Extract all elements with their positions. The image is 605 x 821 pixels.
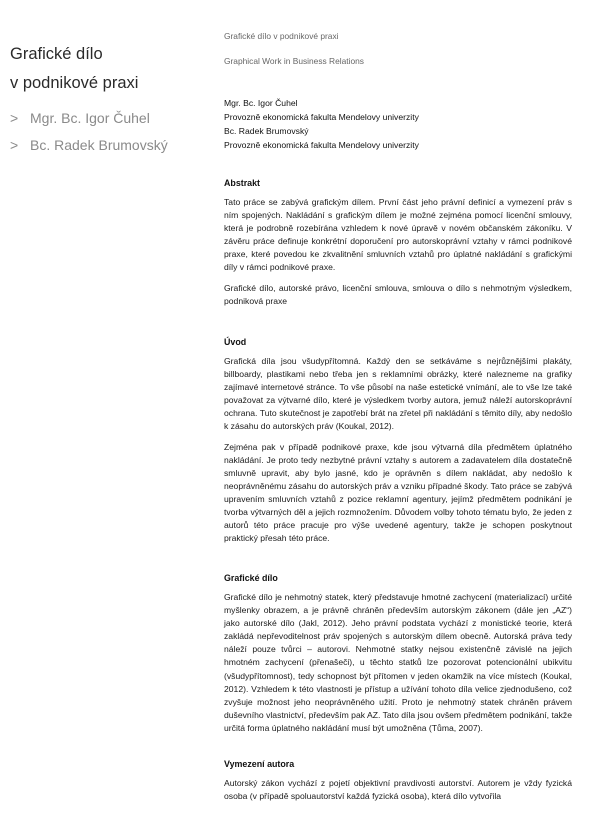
author-line: Provozně ekonomická fakulta Mendelovy univerzity [224,112,419,122]
intro-section [224,336,572,552]
chevron-right-icon: > [10,110,19,126]
header-title-cz: Grafické dílo v podnikové praxi [224,31,339,41]
chevron-right-icon: > [10,137,19,153]
intro-paragraph-1: Grafická díla jsou všudypřítomná. Každý den se setkáváme s nejrůznějšími plakáty, billboardy, plastikami nebo třeba jen s reklamními obrázky, které nalezneme na grafiky zajímavé internetové stránce. To vše působí na naše estetické vnímání, ale to vše lze také považovat za výtvarné dílo, které je výsledkem tvorby autora, jemuž náleží autorskoprávní ochrana. Tuto skutečnost je zapotřebí brát na zřetel při nakládání s těmito díly, aby nedošlo k zásahu do autorských práv (Koukal, 2012). [224,356,572,432]
sidebar-title-line-1: Grafické dílo [10,45,103,63]
author-list [224,96,419,152]
abstract-text: Tato práce se zabývá grafickým dílem. První část jeho právní definicí a vymezení práv s ním spojených. Nakládání s grafickým dílem je možné zejména pomocí licenční smlouvy, která je podrobně rozebírána vzhledem k nové úpravě v novém občanském zákoníku. V závěru práce definuje konkrétní doporučení pro autorskoprávní vztahy v rámci podnikové praxe, které povedou ke zkvalitnění smluvních vztahů pro úplatné nakládání s grafickými díly v rámci podnikové praxe. [224,197,572,273]
sidebar-author-name: Mgr. Bc. Igor Čuhel [30,110,150,126]
graphic-work-heading: Grafické dílo [224,573,278,583]
graphic-work-text: Grafické dílo je nehmotný statek, který představuje hmotné zachycení (materializací) určité myšlenky obrazem, a je právně chráněn především autorským zákonem (dále jen „AZ“) jako autorské dílo (Jakl, 2012). Jeho právní podstata vychází z monistické teorie, která zakládá nepřevoditelnost práv spojených s autorským dílem obecně. Autorská práva tedy náleží pouze tvůrci – autorovi. Nehmotné statky nejsou existenčně závislé na jejich hmotném zachycení (přenašeči), u těchto statků lze pozorovat potencionální ubikvitu (všudypřítomnost), tedy schopnost být přítomen v jeden okamžik na více místech (Koukal, 2012). Vzhledem k této vlastnosti je přístup a užívání tohoto díla velice zjednodušeno, což zvyšuje možnost jeho neoprávněného užití. Proto je nehmotný statek chráněn právem duševního vlastnictví, především pak AZ. Tato díla jsou ovšem předmětem podnikání, takže určitá forma úplatného nakládání musí být umožněna (Tůma, 2007). [224,592,572,733]
author-line: Bc. Radek Brumovský [224,126,309,136]
author-line: Mgr. Bc. Igor Čuhel [224,98,298,108]
sidebar-author-2 [10,133,210,158]
sidebar-title-line-2: v podnikové praxi [10,74,139,92]
author-definition-text: Autorský zákon vychází z pojetí objektivní pravdivosti autorství. Autorem je vždy fyzická osoba (v případě spoluautorství každá fyzická osoba), která dílo vytvořila [224,778,572,802]
abstract-section [224,177,572,315]
intro-heading: Úvod [224,337,247,347]
graphic-work-section [224,572,572,742]
intro-paragraph-2: Zejména pak v případě podnikové praxe, kde jsou výtvarná díla předmětem úplatného nakládání. Je proto tedy nezbytné právní vztahy s autorem a zadavatelem díla dostatečně smluvně upravit, aby bylo jasné, kdo je oprávněn s dílem nakládat, aby nedošlo k neoprávněnému zásahu do autorských práv a vzniku případné škody. Tato práce se zabývá upravením smluvních vztahů z pozice reklamní agentury, jejímž předmětem podnikání je tvorba výtvarných děl a jejich rozmnožením. Důvodem volby tohoto tématu bylo, že jeden z autorů této práce pracuje pro výše uvedené agentury, takže je schopen poskytnout praktický přesah této práce. [224,441,572,544]
author-line: Provozně ekonomická fakulta Mendelovy univerzity [224,140,419,150]
abstract-heading: Abstrakt [224,178,261,188]
author-definition-section [224,758,572,810]
sidebar [10,40,210,158]
author-definition-heading: Vymezení autora [224,759,295,769]
sidebar-author-name: Bc. Radek Brumovský [30,137,168,153]
header-title-en: Graphical Work in Business Relations [224,56,364,66]
keywords: Grafické dílo, autorské právo, licenční smlouva, smlouva o dílo s nehmotným výsledkem, podniková praxe [224,282,572,306]
sidebar-author-1 [10,106,210,131]
